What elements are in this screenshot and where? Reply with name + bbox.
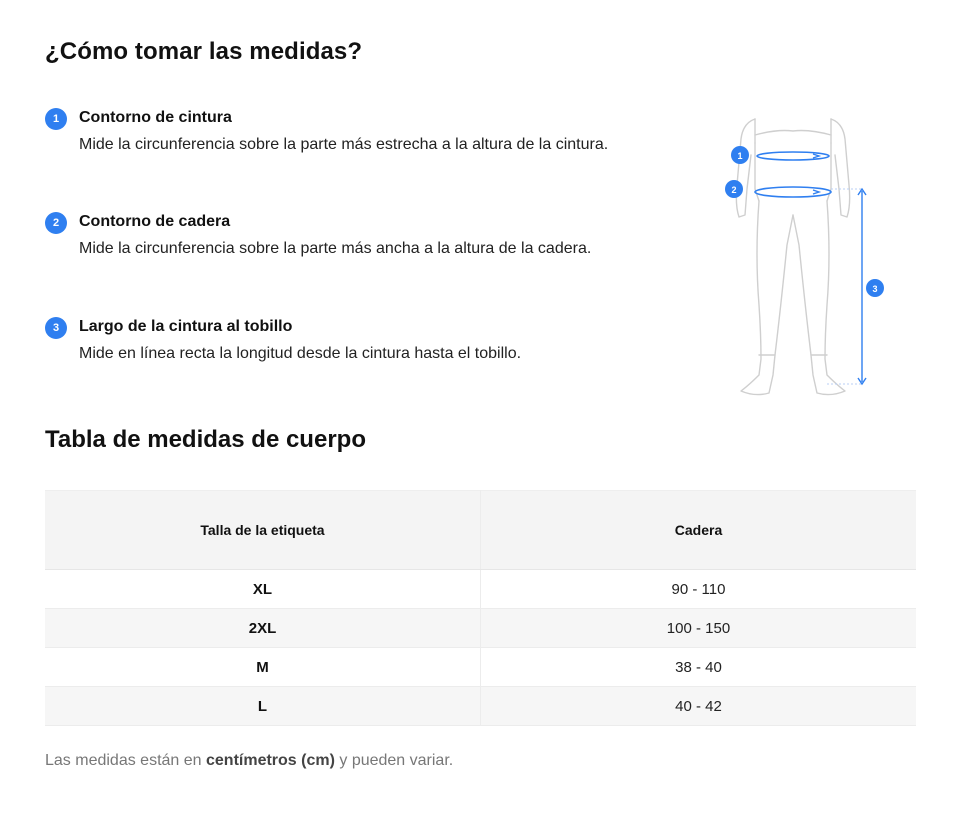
step-description: Mide la circunferencia sobre la parte más ancha a la altura de la cadera.	[79, 240, 592, 257]
table-header-row	[45, 491, 916, 570]
size-cell: 2XL	[45, 609, 481, 648]
step-description: Mide la circunferencia sobre la parte más estrecha a la altura de la cintura.	[79, 136, 609, 153]
size-cell: L	[45, 687, 481, 726]
step-number-badge: 3	[45, 317, 67, 339]
step-title: Contorno de cintura	[79, 109, 232, 126]
hip-cell: 90 - 110	[481, 570, 917, 609]
how-to-measure-title: ¿Cómo tomar las medidas?	[45, 38, 363, 65]
marker-label: 1	[737, 151, 743, 161]
size-table	[45, 490, 916, 726]
units-note-suffix: y pueden variar.	[334, 752, 454, 769]
table-row	[45, 648, 916, 687]
step-number-badge: 1	[45, 108, 67, 130]
hip-cell: 100 - 150	[481, 609, 917, 648]
units-note-emphasis: centímetros (cm)	[206, 752, 335, 769]
marker-label: 2	[731, 185, 737, 195]
table-row	[45, 687, 916, 726]
step-number-badge: 2	[45, 212, 67, 234]
length-measure-line	[827, 189, 884, 384]
marker-label: 3	[872, 284, 878, 294]
units-note	[45, 752, 453, 770]
size-cell: XL	[45, 570, 481, 609]
column-header-size: Talla de la etiqueta	[45, 491, 481, 570]
table-row	[45, 609, 916, 648]
size-table-title: Tabla de medidas de cuerpo	[45, 426, 366, 453]
hip-measure-line	[725, 180, 831, 198]
body-measurement-illustration	[715, 105, 905, 405]
table-row	[45, 570, 916, 609]
step-title: Contorno de cadera	[79, 213, 231, 230]
waist-measure-line	[731, 146, 829, 164]
size-cell: M	[45, 648, 481, 687]
hip-cell: 38 - 40	[481, 648, 917, 687]
units-note-prefix: Las medidas están en	[45, 752, 206, 769]
hip-cell: 40 - 42	[481, 687, 917, 726]
step-title: Largo de la cintura al tobillo	[79, 318, 293, 335]
column-header-hip: Cadera	[481, 491, 917, 570]
step-description: Mide en línea recta la longitud desde la cintura hasta el tobillo.	[79, 345, 522, 362]
